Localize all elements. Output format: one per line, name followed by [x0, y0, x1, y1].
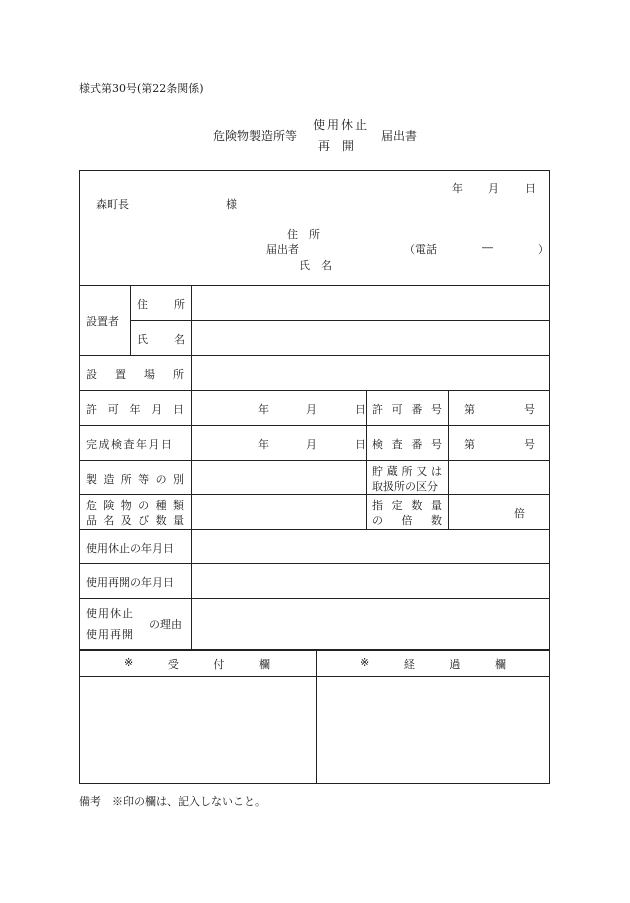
row-divider [80, 285, 549, 286]
hazmat-type-label-line1: 危 険 物 の 種 類 [86, 499, 184, 512]
title-suffix: 届出書 [381, 129, 418, 143]
reason-label-resume: 使用再開 [86, 628, 134, 641]
resume-date-label: 使用再開の年月日 [86, 576, 174, 589]
permit-number-label: 許 可 番 号 [372, 403, 442, 416]
row-divider [80, 563, 549, 564]
column-divider [366, 390, 367, 529]
title-main: 危険物製造所等 [213, 129, 298, 143]
addressee-honorific: 様 [226, 198, 237, 211]
inspection-number-label: 検 査 番 号 [372, 438, 442, 451]
section-divider [80, 649, 549, 651]
phone-label: （電話 [404, 243, 437, 256]
column-divider [448, 390, 449, 529]
reception-column-header: ※ 受 付 欄 [124, 656, 270, 671]
row-divider [80, 494, 549, 495]
form-table [79, 170, 550, 784]
reason-label-suspend: 使用休止 [86, 607, 134, 620]
addressee: 森町長 [96, 198, 129, 211]
phone-close: ） [538, 243, 549, 256]
row-divider [80, 676, 549, 677]
applicant-address-label: 住 所 [287, 228, 320, 241]
row-divider [80, 529, 549, 530]
form-number: 様式第30号(第22条関係) [79, 82, 204, 95]
applicant-label: 届出者 [266, 243, 299, 256]
applicant-name-label: 氏 名 [299, 259, 332, 272]
row-divider [80, 598, 549, 599]
inspection-date-day: 日 [355, 438, 366, 451]
installer-label: 設置者 [86, 315, 119, 328]
location-label: 設 置 場 所 [86, 368, 184, 381]
title-option-suspend: 使用休止 [313, 118, 370, 132]
title-option-resume: 再 開 [318, 139, 355, 153]
permit-date-month: 月 [306, 403, 317, 416]
reason-label-suffix: の理由 [149, 618, 182, 631]
column-divider [191, 285, 192, 649]
permit-number-suffix: 号 [524, 403, 535, 416]
date-day-label: 日 [525, 182, 536, 195]
permit-date-day: 日 [355, 403, 366, 416]
row-divider [80, 355, 549, 356]
column-divider [130, 285, 131, 355]
inspection-number-suffix: 号 [524, 438, 535, 451]
row-divider [80, 460, 549, 461]
installer-address-label: 住 所 [137, 298, 185, 311]
facility-type-label: 製 造 所 等 の 別 [86, 473, 184, 486]
storage-category-label-line1: 貯 蔵 所 又 は [372, 465, 442, 478]
phone-dash: ― [482, 241, 493, 254]
permit-date-label: 許 可 年 月 日 [86, 403, 184, 416]
footnote: 備考 ※印の欄は、記入しないこと。 [79, 795, 266, 808]
inspection-date-month: 月 [306, 438, 317, 451]
row-divider [130, 320, 549, 321]
inspection-date-label: 完成検査年月日 [86, 438, 174, 451]
progress-column-header: ※ 経 過 欄 [360, 656, 506, 671]
row-divider [80, 425, 549, 426]
row-divider [80, 390, 549, 391]
date-year-label: 年 [452, 182, 463, 195]
storage-category-label-line2: 取扱所の区分 [372, 480, 438, 493]
suspend-date-label: 使用休止の年月日 [86, 542, 174, 555]
permit-date-year: 年 [258, 403, 269, 416]
designated-quantity-label-line2: の 倍 数 [372, 514, 442, 527]
inspection-number-prefix: 第 [464, 438, 475, 451]
permit-number-prefix: 第 [464, 403, 475, 416]
multiple-unit: 倍 [514, 507, 525, 520]
designated-quantity-label-line1: 指 定 数 量 [372, 499, 442, 512]
inspection-date-year: 年 [258, 438, 269, 451]
installer-name-label: 氏 名 [137, 333, 185, 346]
hazmat-type-label-line2: 品 名 及 び 数 量 [86, 514, 184, 527]
column-divider [316, 649, 317, 783]
date-month-label: 月 [488, 182, 499, 195]
